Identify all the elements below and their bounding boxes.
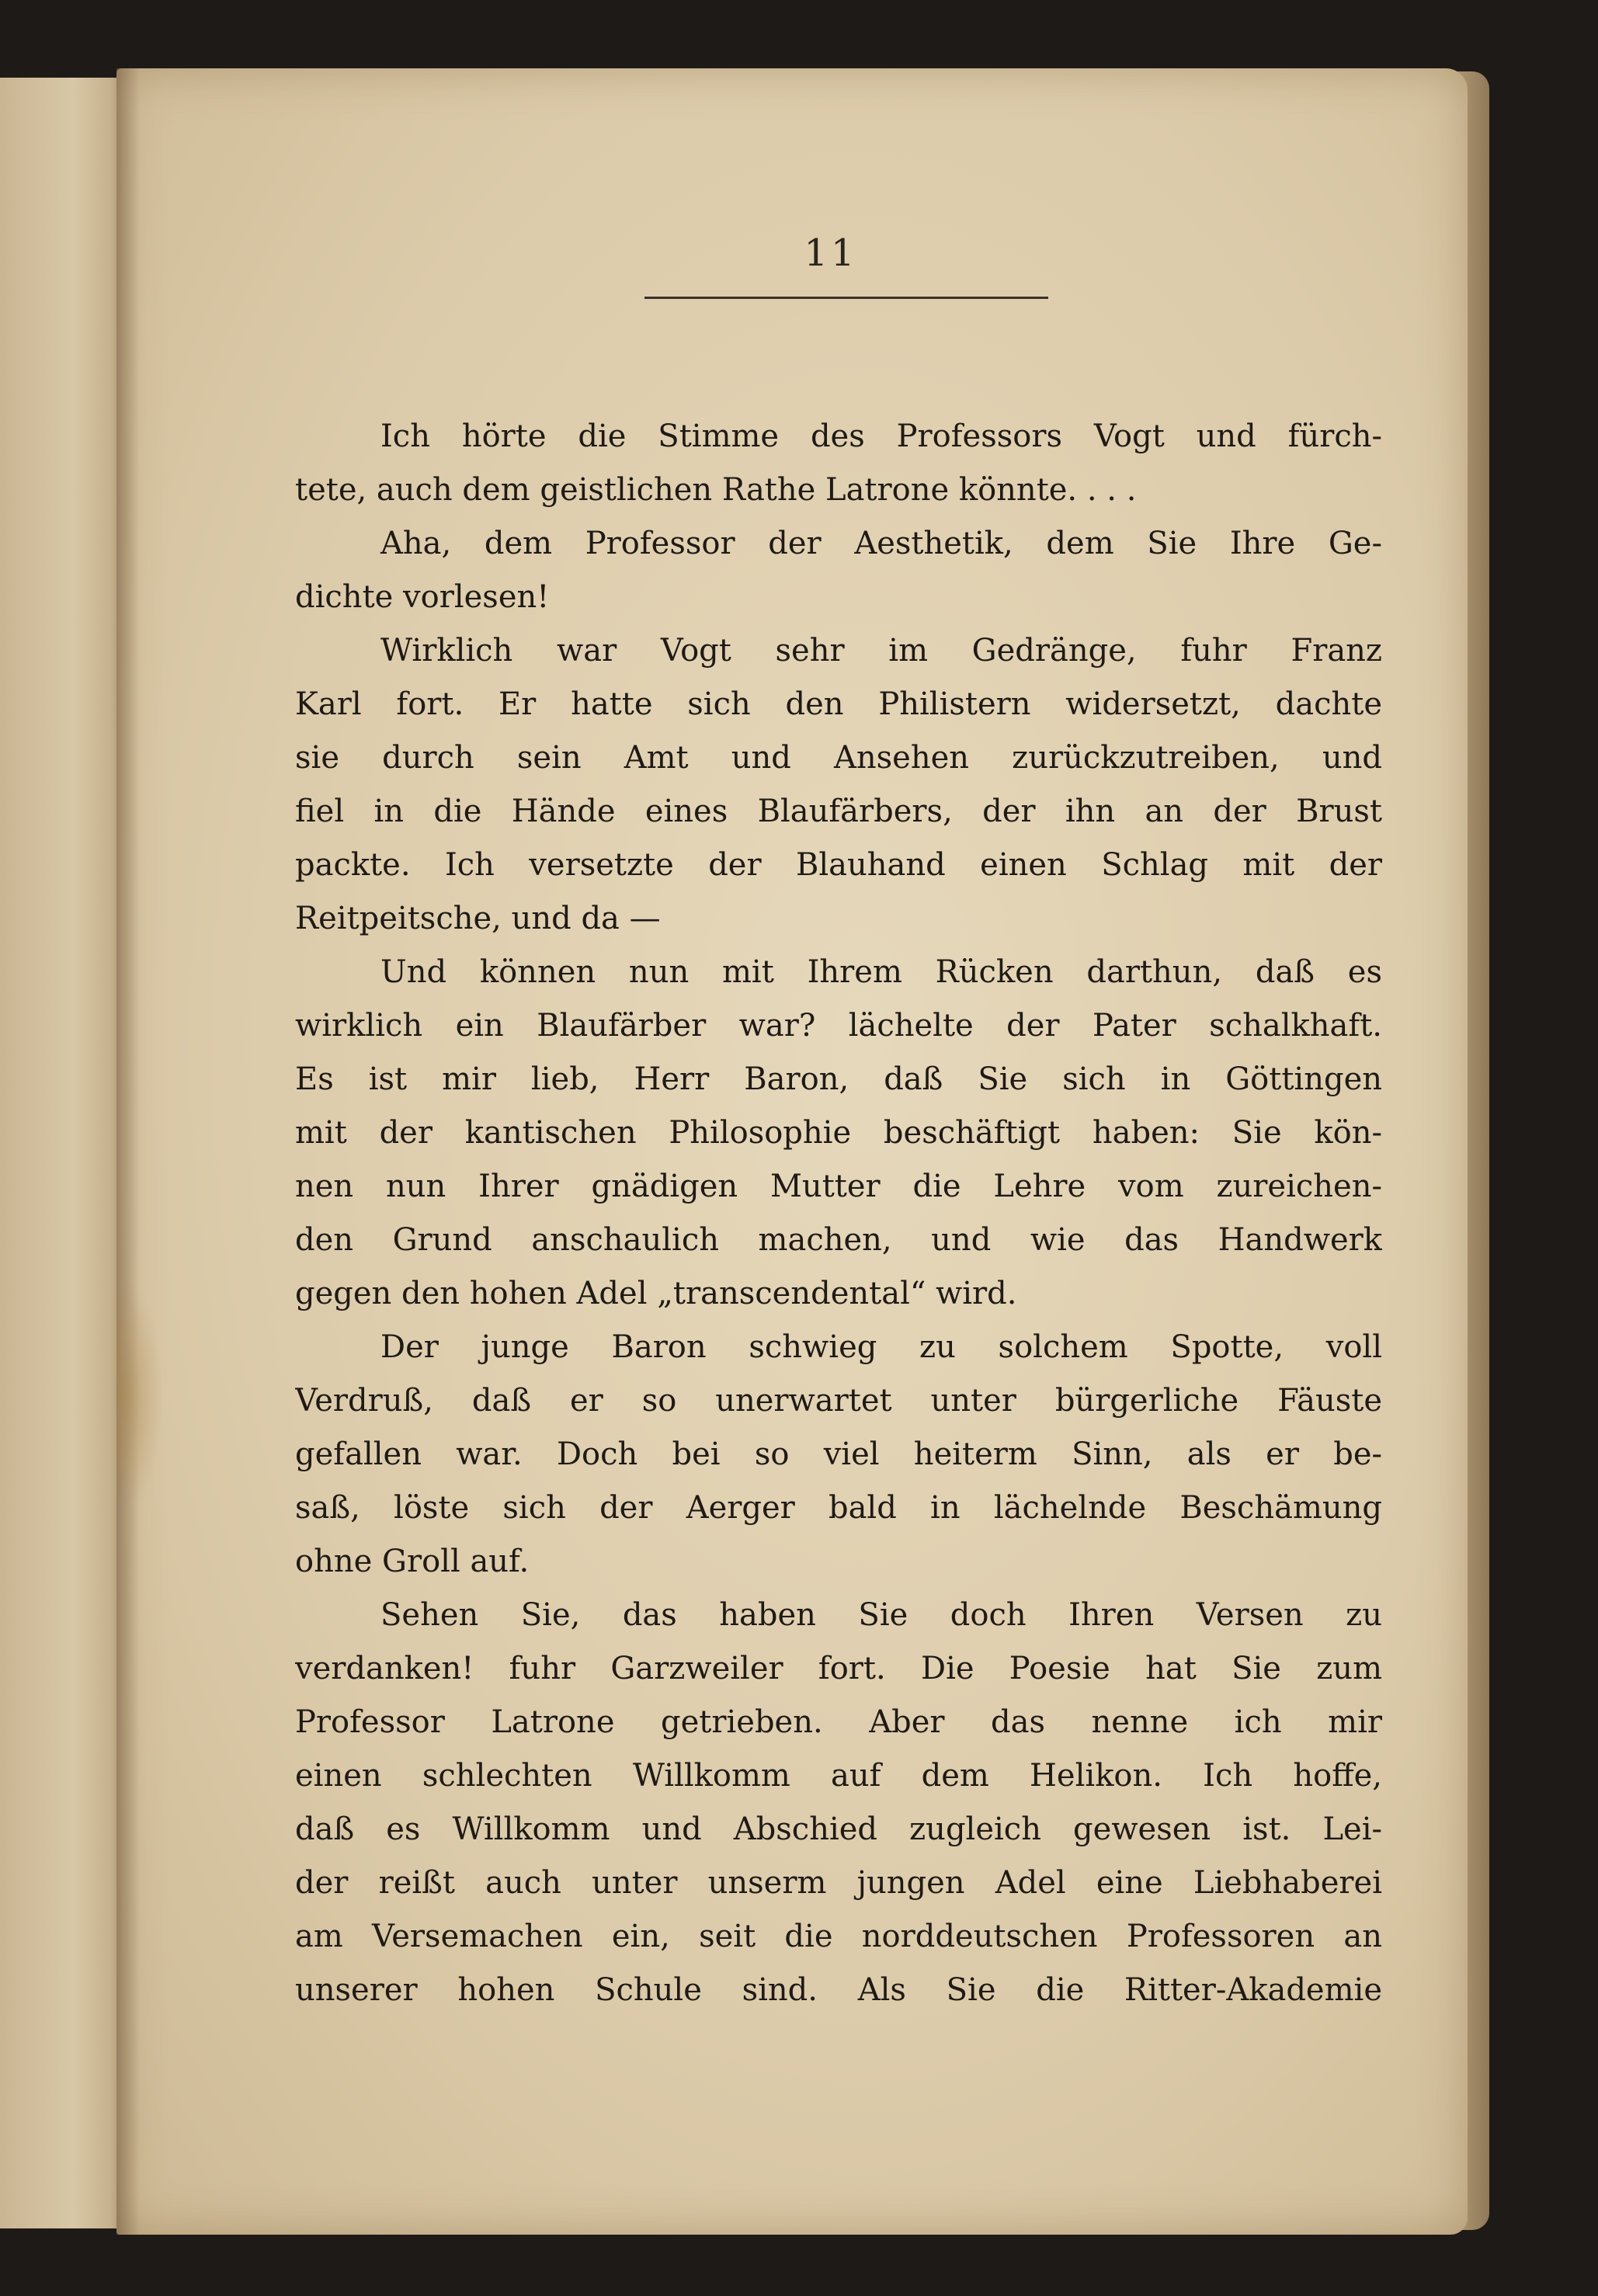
text-line: fiel in die Hände eines Blaufärbers, der ihn an der Brust — [295, 794, 1382, 829]
text-line: wirklich ein Blaufärber war? lächelte der Pater schalkhaft. — [295, 1008, 1382, 1044]
text-line: Es ist mir lieb, Herr Baron, daß Sie sich in Göttingen — [295, 1061, 1382, 1097]
text-line: Aha, dem Professor der Aesthetik, dem Sie Ihre Ge- — [380, 526, 1382, 561]
header-rule — [644, 297, 1048, 299]
text-line: Reitpeitsche, und da — — [295, 901, 661, 936]
text-line: gegen den hohen Adel „transcendental“ wird. — [295, 1276, 1017, 1311]
text-line: am Versemachen ein, seit die norddeutschen Professoren an — [295, 1919, 1382, 1954]
text-line: den Grund anschaulich machen, und wie das Handwerk — [295, 1222, 1382, 1258]
text-line: einen schlechten Willkomm auf dem Helikon. Ich hoffe, — [295, 1758, 1382, 1794]
facing-page-edge — [0, 78, 135, 2228]
text-line: sie durch sein Amt und Ansehen zurückzutreiben, und — [295, 740, 1382, 776]
text-line: Ich hörte die Stimme des Professors Vogt und fürch- — [380, 419, 1382, 454]
text-line: Professor Latrone getrieben. Aber das nenne ich mir — [295, 1704, 1382, 1740]
paper-stain — [116, 1280, 163, 1513]
text-line: Verdruß, daß er so unerwartet unter bürgerliche Fäuste — [295, 1383, 1382, 1419]
text-line: Sehen Sie, das haben Sie doch Ihren Versen zu — [380, 1597, 1382, 1633]
text-line: saß, löste sich der Aerger bald in lächelnde Beschämung — [295, 1490, 1382, 1526]
text-line: Wirklich war Vogt sehr im Gedränge, fuhr Franz — [380, 633, 1382, 669]
text-line: ohne Groll auf. — [295, 1544, 530, 1579]
text-line: Und können nun mit Ihrem Rücken darthun, daß es — [380, 954, 1382, 990]
text-line: tete, auch dem geistlichen Rathe Latrone könnte. . . . — [295, 472, 1137, 508]
text-line: gefallen war. Doch bei so viel heiterm Sinn, als er be- — [295, 1436, 1382, 1472]
book-page — [116, 68, 1468, 2235]
text-line: nen nun Ihrer gnädigen Mutter die Lehre vom zureichen- — [295, 1169, 1382, 1204]
text-line: mit der kantischen Philosophie beschäftigt haben: Sie kön- — [295, 1115, 1382, 1151]
text-line: unserer hohen Schule sind. Als Sie die Ritter-Akademie — [295, 1972, 1382, 2008]
text-line: verdanken! fuhr Garzweiler fort. Die Poesie hat Sie zum — [295, 1651, 1382, 1686]
text-line: packte. Ich versetzte der Blauhand einen Schlag mit der — [295, 847, 1382, 883]
page-fold-shadow — [116, 68, 140, 2235]
text-line: daß es Willkomm und Abschied zugleich gewesen ist. Lei- — [295, 1811, 1382, 1847]
text-line: der reißt auch unter unserm jungen Adel eine Liebhaberei — [295, 1865, 1382, 1901]
body-text — [295, 410, 1382, 2017]
text-line: Karl fort. Er hatte sich den Philistern widersetzt, dachte — [295, 686, 1382, 722]
text-line: Der junge Baron schwieg zu solchem Spotte, voll — [380, 1329, 1382, 1365]
page-number: 11 — [804, 231, 858, 275]
text-line: dichte vorlesen! — [295, 579, 550, 615]
